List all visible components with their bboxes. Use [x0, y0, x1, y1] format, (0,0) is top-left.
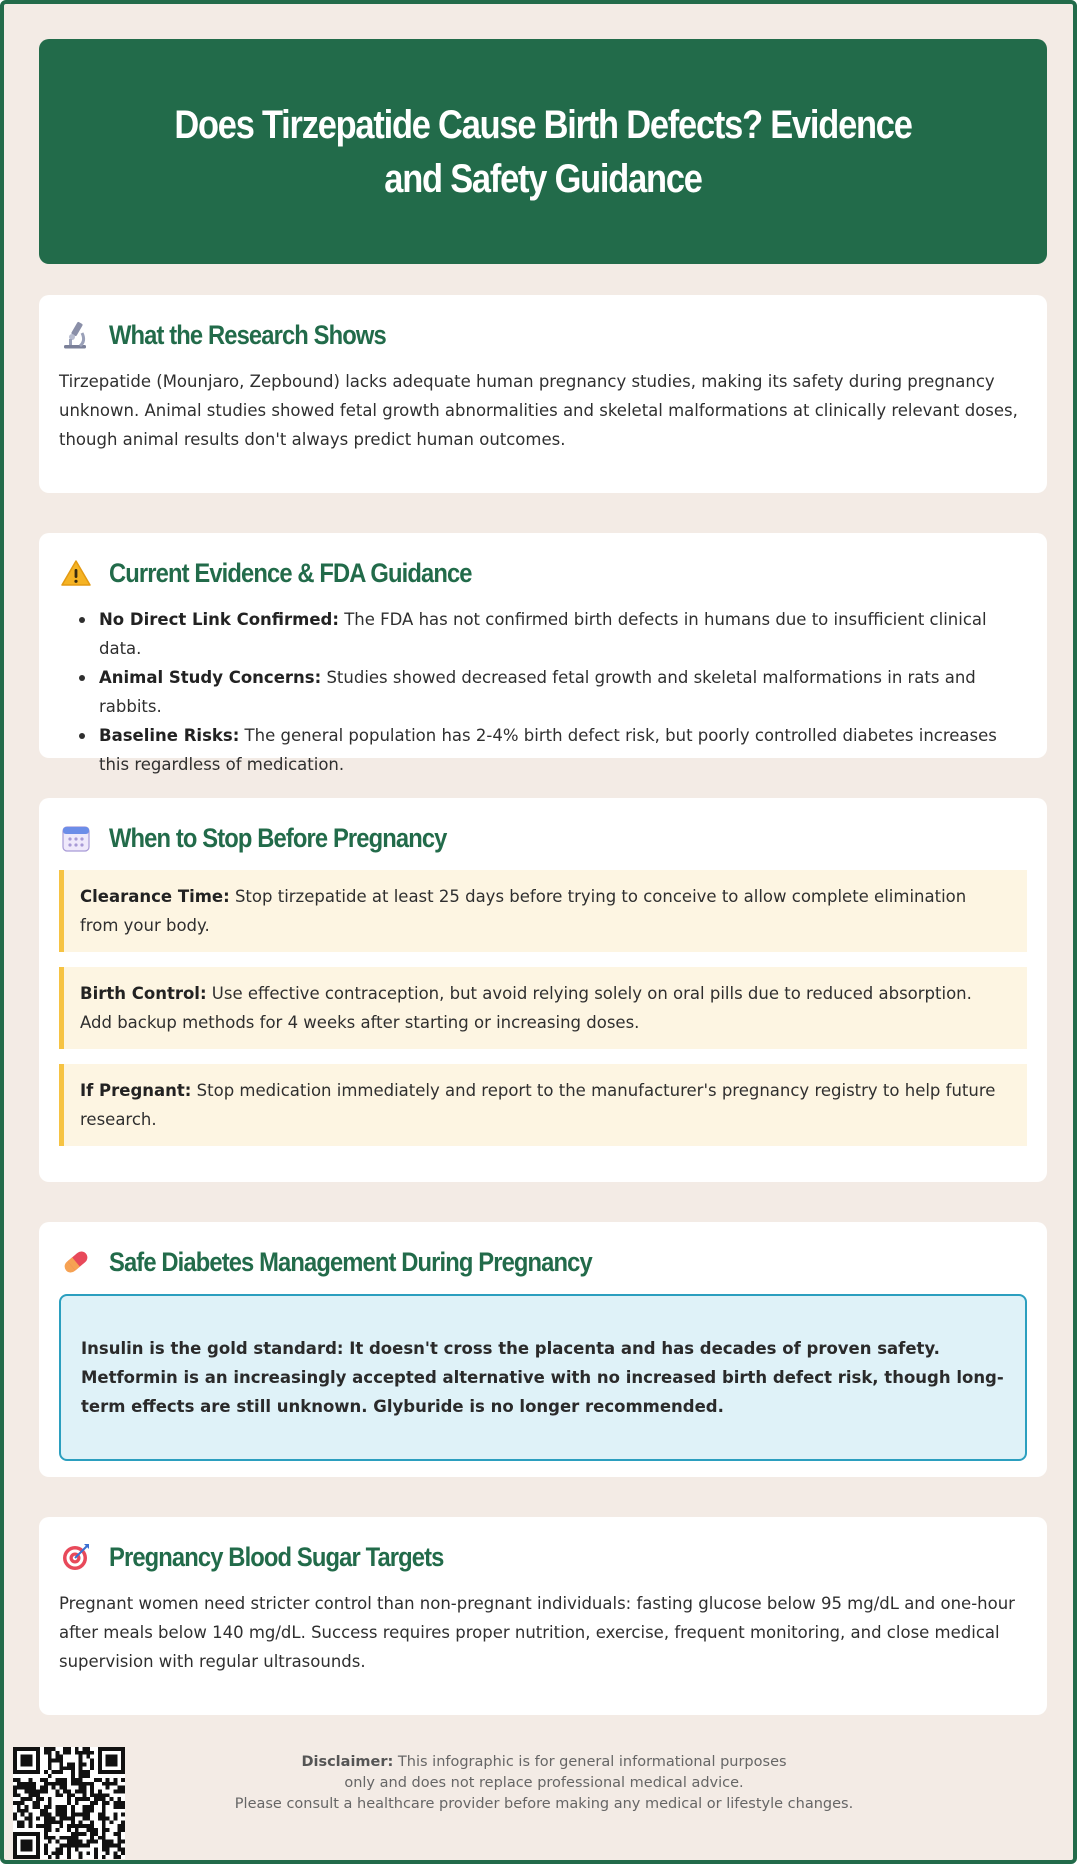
list-item: Animal Study Concerns: Studies showed decreased fetal growth and skeletal malformations in rats and rabbits.: [99, 663, 1027, 721]
research-title: What the Research Shows: [109, 319, 386, 350]
warning-icon: [59, 556, 93, 590]
management-title: Safe Diabetes Management During Pregnancy: [109, 1246, 592, 1277]
evidence-title: Current Evidence & FDA Guidance: [109, 557, 472, 588]
disclaimer-line-3: Please consult a healthcare provider before making any medical or lifestyle changes.: [234, 1796, 854, 1812]
target-icon: [59, 1540, 93, 1574]
management-heading: [59, 1244, 1027, 1280]
targets-title: Pregnancy Blood Sugar Targets: [109, 1541, 444, 1572]
stop-title: When to Stop Before Pregnancy: [109, 822, 447, 853]
disclaimer: [204, 1752, 884, 1815]
evidence-card: [39, 533, 1047, 774]
targets-heading: [59, 1539, 1027, 1575]
research-text: Tirzepatide (Mounjaro, Zepbound) lacks adequate human pregnancy studies, making its safety during pregnancy unknown. Animal studies showed fetal growth abnormalities and skeletal malformations at clinically relevant doses, though animal results don't always predict human outcomes.: [59, 372, 1018, 449]
list-item: No Direct Link Confirmed: The FDA has not confirmed birth defects in humans due to insufficient clinical data.: [99, 605, 1027, 663]
targets-text: Pregnant women need stricter control than non-pregnant individuals: fasting glucose below 95 mg/dL and one-hour after meals below 140 mg/dL. Success requires proper nutrition, exercise, frequent monitoring, and close medical supervision with regular ultrasounds.: [59, 1594, 1015, 1671]
header-banner: [39, 39, 1047, 264]
page-title: Does Tirzepatide Cause Birth Defects? Evidence and Safety Guidance: [174, 102, 912, 201]
stop-heading: [59, 820, 1027, 856]
research-card: [39, 295, 1047, 493]
clearance-note: Clearance Time: Stop tirzepatide at least 25 days before trying to conceive to allow complete elimination from your body.: [59, 870, 1027, 952]
management-infobox: Insulin is the gold standard: It doesn't cross the placenta and has decades of proven safety. Metformin is an increasingly accepted alternative with no increased birth defect risk, though long-term effects are still unknown. Glyburide is no longer recommended.: [59, 1294, 1027, 1461]
disclaimer-line-1: Disclaimer: This infographic is for general informational purposes: [301, 1754, 787, 1770]
if-pregnant-note: If Pregnant: Stop medication immediately and report to the manufacturer's pregnancy registry to help future research.: [59, 1064, 1027, 1146]
list-item: Baseline Risks: The general population has 2-4% birth defect risk, but poorly controlled diabetes increases this regardless of medication.: [99, 721, 1027, 779]
birth-control-note: Birth Control: Use effective contraception, but avoid relying solely on oral pills due to reduced absorption. Add backup methods for 4 weeks after starting or increasing doses.: [59, 967, 1027, 1049]
pill-icon: [59, 1245, 93, 1279]
qr-code-icon[interactable]: [13, 1747, 125, 1859]
stop-card: [39, 798, 1047, 1182]
calendar-icon: [59, 821, 93, 855]
evidence-list: [59, 605, 1027, 779]
disclaimer-line-2: only and does not replace professional medical advice.: [344, 1775, 744, 1791]
research-heading: [59, 317, 1027, 353]
microscope-icon: [59, 318, 93, 352]
evidence-heading: [59, 555, 1027, 591]
targets-card: [39, 1517, 1047, 1715]
management-card: [39, 1222, 1047, 1477]
